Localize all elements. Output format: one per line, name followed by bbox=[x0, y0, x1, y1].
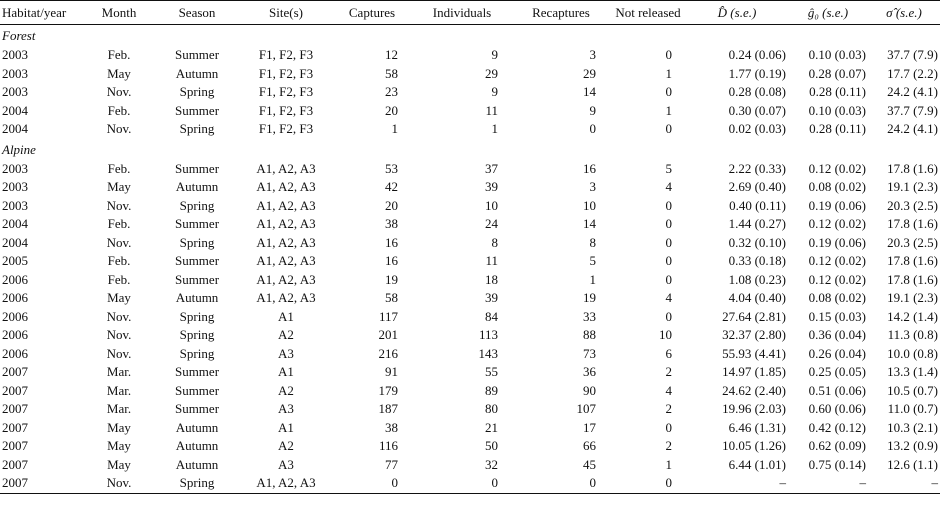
cell-density: 14.97 (1.85) bbox=[722, 364, 786, 380]
table-row bbox=[0, 289, 940, 308]
cell-season: Autumn bbox=[175, 179, 219, 195]
cell-sigma: 13.2 (0.9) bbox=[887, 438, 938, 454]
cell-individuals: 21 bbox=[485, 419, 498, 435]
cell-recaptures: 0 bbox=[512, 474, 610, 493]
cell-sites: A1, A2, A3 bbox=[256, 216, 316, 232]
cell-year: 2006 bbox=[2, 345, 28, 361]
cell-captures: 58 bbox=[385, 65, 398, 81]
table-body bbox=[0, 25, 940, 494]
cell-season: Spring bbox=[179, 121, 215, 137]
cell-sigma: 11.0 (0.7) bbox=[887, 401, 938, 417]
cell-density: 27.64 (2.81) bbox=[722, 308, 786, 324]
cell-individuals: 29 bbox=[485, 65, 498, 81]
cell-not-released: 2 bbox=[665, 401, 672, 417]
cell-month: May bbox=[107, 419, 131, 435]
cell-season: Spring bbox=[154, 474, 240, 493]
cell-sigma: 19.1 (2.3) bbox=[887, 290, 938, 306]
cell-sites: A1 bbox=[278, 308, 294, 324]
cell-year: 2006 bbox=[2, 308, 28, 324]
cell-month: Nov. bbox=[106, 234, 132, 250]
cell-g0: 0.08 (0.02) bbox=[808, 290, 866, 306]
cell-sigma: 19.1 (2.3) bbox=[887, 179, 938, 195]
cell-recaptures: 107 bbox=[576, 401, 596, 417]
cell-recaptures: 0 bbox=[589, 121, 596, 137]
cell-month: Nov. bbox=[106, 121, 132, 137]
cell-recaptures: 8 bbox=[589, 234, 596, 250]
cell-not-released: 0 bbox=[665, 271, 672, 287]
cell-captures: 77 bbox=[385, 456, 398, 472]
cell-g0: 0.28 (0.11) bbox=[809, 121, 866, 137]
header-season: Season bbox=[178, 4, 216, 20]
cell-sigma: 37.7 (7.9) bbox=[887, 102, 938, 118]
cell-month: Nov. bbox=[106, 345, 132, 361]
cell-month: Feb. bbox=[107, 47, 131, 63]
table-row bbox=[0, 437, 940, 456]
cell-density: 10.05 (1.26) bbox=[722, 438, 786, 454]
cell-month: Nov. bbox=[106, 84, 132, 100]
cell-individuals: 84 bbox=[485, 308, 498, 324]
header-sigma-estimate: σ̂ (s.e.) bbox=[886, 4, 922, 20]
cell-month: May bbox=[107, 456, 131, 472]
cell-individuals: 11 bbox=[485, 253, 498, 269]
cell-captures: 179 bbox=[378, 382, 398, 398]
cell-season: Spring bbox=[179, 197, 215, 213]
cell-recaptures: 19 bbox=[583, 290, 596, 306]
cell-season: Spring bbox=[179, 308, 215, 324]
cell-not-released: 1 bbox=[665, 456, 672, 472]
cell-recaptures: 36 bbox=[583, 364, 596, 380]
cell-captures: 20 bbox=[385, 197, 398, 213]
header-month: Month bbox=[101, 4, 137, 20]
header-captures: Captures bbox=[348, 4, 396, 20]
header-density-estimate: D̂ (s.e.) bbox=[717, 4, 757, 20]
cell-month: Feb. bbox=[107, 253, 131, 269]
cell-year: 2004 bbox=[2, 216, 28, 232]
cell-captures: 216 bbox=[378, 345, 398, 361]
cell-captures: 116 bbox=[378, 438, 398, 454]
cell-density: 2.69 (0.40) bbox=[728, 179, 786, 195]
cell-density: 24.62 (2.40) bbox=[722, 382, 786, 398]
cell-g0: 0.75 (0.14) bbox=[808, 456, 866, 472]
cell-g0: 0.51 (0.06) bbox=[808, 382, 866, 398]
cell-season: Summer bbox=[174, 102, 220, 118]
cell-individuals: 50 bbox=[485, 438, 498, 454]
table-row bbox=[0, 160, 940, 179]
cell-not-released: 0 bbox=[610, 474, 686, 493]
cell-recaptures: 33 bbox=[583, 308, 596, 324]
cell-density: 0.32 (0.10) bbox=[728, 234, 786, 250]
cell-month: Feb. bbox=[107, 160, 131, 176]
cell-sigma: 11.3 (0.8) bbox=[887, 327, 938, 343]
cell-not-released: 0 bbox=[665, 84, 672, 100]
header-sites: Site(s) bbox=[269, 4, 303, 20]
cell-sigma: 37.7 (7.9) bbox=[887, 47, 938, 63]
cell-captures: 0 bbox=[332, 474, 412, 493]
cell-year: 2007 bbox=[0, 474, 84, 493]
cell-individuals: 32 bbox=[485, 456, 498, 472]
cell-month: Feb. bbox=[107, 102, 131, 118]
cell-recaptures: 73 bbox=[583, 345, 596, 361]
cell-month: Feb. bbox=[107, 271, 131, 287]
section-header-row bbox=[0, 25, 940, 47]
cell-individuals: 0 bbox=[412, 474, 512, 493]
cell-month: May bbox=[107, 65, 131, 81]
cell-sites: A3 bbox=[278, 401, 294, 417]
cell-year: 2003 bbox=[2, 197, 28, 213]
cell-g0: 0.26 (0.04) bbox=[808, 345, 866, 361]
cell-sigma: 17.8 (1.6) bbox=[887, 160, 938, 176]
cell-year: 2007 bbox=[2, 438, 28, 454]
cell-recaptures: 14 bbox=[583, 216, 596, 232]
cell-sigma: 17.8 (1.6) bbox=[887, 253, 938, 269]
cell-individuals: 39 bbox=[485, 290, 498, 306]
table-row bbox=[0, 400, 940, 419]
cell-g0: 0.42 (0.12) bbox=[808, 419, 866, 435]
cell-captures: 23 bbox=[385, 84, 398, 100]
cell-season: Spring bbox=[179, 345, 215, 361]
cell-year: 2004 bbox=[2, 102, 28, 118]
cell-month: Nov. bbox=[106, 308, 132, 324]
table-row bbox=[0, 308, 940, 327]
cell-not-released: 1 bbox=[665, 65, 672, 81]
table-row bbox=[0, 363, 940, 382]
cell-sigma: 13.3 (1.4) bbox=[887, 364, 938, 380]
cell-not-released: 4 bbox=[665, 179, 672, 195]
cell-captures: 58 bbox=[385, 290, 398, 306]
cell-sigma: 17.7 (2.2) bbox=[887, 65, 938, 81]
cell-individuals: 9 bbox=[491, 84, 498, 100]
cell-density: 1.77 (0.19) bbox=[728, 65, 786, 81]
cell-not-released: 5 bbox=[665, 160, 672, 176]
cell-season: Summer bbox=[174, 160, 220, 176]
cell-month: Nov. bbox=[106, 327, 132, 343]
cell-year: 2003 bbox=[2, 160, 28, 176]
cell-sigma: 10.0 (0.8) bbox=[887, 345, 938, 361]
cell-g0: 0.08 (0.02) bbox=[808, 179, 866, 195]
table-header bbox=[0, 1, 940, 25]
cell-g0: – bbox=[788, 474, 868, 493]
cell-density: 6.44 (1.01) bbox=[728, 456, 786, 472]
cell-year: 2004 bbox=[2, 121, 28, 137]
cell-year: 2003 bbox=[2, 179, 28, 195]
header-individuals: Individuals bbox=[432, 4, 492, 20]
cell-month: Feb. bbox=[107, 216, 131, 232]
table-row bbox=[0, 345, 940, 364]
table-row bbox=[0, 474, 940, 493]
cell-year: 2007 bbox=[2, 382, 28, 398]
cell-sites: F1, F2, F3 bbox=[258, 121, 314, 137]
table-row bbox=[0, 46, 940, 65]
table-row bbox=[0, 271, 940, 290]
cell-sites: A2 bbox=[278, 382, 294, 398]
cell-recaptures: 88 bbox=[583, 327, 596, 343]
cell-season: Autumn bbox=[175, 290, 219, 306]
table-row bbox=[0, 178, 940, 197]
cell-captures: 1 bbox=[391, 121, 398, 137]
cell-g0: 0.12 (0.02) bbox=[808, 253, 866, 269]
cell-month: May bbox=[107, 438, 131, 454]
table-row bbox=[0, 197, 940, 216]
cell-recaptures: 45 bbox=[583, 456, 596, 472]
table-row bbox=[0, 120, 940, 139]
cell-sites: A3 bbox=[278, 345, 294, 361]
cell-year: 2006 bbox=[2, 271, 28, 287]
cell-season: Summer bbox=[174, 47, 220, 63]
cell-season: Spring bbox=[179, 84, 215, 100]
cell-not-released: 10 bbox=[659, 327, 672, 343]
cell-individuals: 55 bbox=[485, 364, 498, 380]
table-row bbox=[0, 234, 940, 253]
cell-individuals: 18 bbox=[485, 271, 498, 287]
cell-sites: A1, A2, A3 bbox=[256, 197, 316, 213]
cell-density: 2.22 (0.33) bbox=[728, 160, 786, 176]
cell-density: 1.08 (0.23) bbox=[728, 271, 786, 287]
cell-g0: 0.28 (0.07) bbox=[808, 65, 866, 81]
cell-sites: A1, A2, A3 bbox=[240, 474, 332, 493]
cell-month: Nov. bbox=[84, 474, 154, 493]
cell-sites: F1, F2, F3 bbox=[258, 102, 314, 118]
cell-sites: A2 bbox=[278, 438, 294, 454]
cell-individuals: 8 bbox=[491, 234, 498, 250]
cell-year: 2003 bbox=[2, 47, 28, 63]
cell-recaptures: 5 bbox=[589, 253, 596, 269]
cell-individuals: 80 bbox=[485, 401, 498, 417]
cell-season: Summer bbox=[174, 364, 220, 380]
cell-sigma: 10.3 (2.1) bbox=[887, 419, 938, 435]
cell-not-released: 0 bbox=[665, 47, 672, 63]
cell-sites: A1, A2, A3 bbox=[256, 179, 316, 195]
cell-season: Autumn bbox=[175, 419, 219, 435]
cell-sigma: 12.6 (1.1) bbox=[887, 456, 938, 472]
cell-year: 2003 bbox=[2, 65, 28, 81]
cell-captures: 16 bbox=[385, 253, 398, 269]
cell-not-released: 1 bbox=[665, 102, 672, 118]
cell-season: Summer bbox=[174, 253, 220, 269]
cell-sites: A1 bbox=[278, 419, 294, 435]
cell-not-released: 0 bbox=[665, 197, 672, 213]
cell-sites: F1, F2, F3 bbox=[258, 84, 314, 100]
cell-month: Nov. bbox=[106, 197, 132, 213]
cell-captures: 91 bbox=[385, 364, 398, 380]
cell-sigma: – bbox=[868, 474, 940, 493]
table-row bbox=[0, 252, 940, 271]
cell-season: Autumn bbox=[175, 65, 219, 81]
cell-individuals: 143 bbox=[478, 345, 498, 361]
cell-g0: 0.36 (0.04) bbox=[808, 327, 866, 343]
cell-density: 0.40 (0.11) bbox=[729, 197, 786, 213]
cell-year: 2005 bbox=[2, 253, 28, 269]
cell-recaptures: 14 bbox=[583, 84, 596, 100]
cell-sites: A3 bbox=[278, 456, 294, 472]
cell-captures: 12 bbox=[385, 47, 398, 63]
table-row bbox=[0, 326, 940, 345]
cell-season: Summer bbox=[174, 401, 220, 417]
cell-sigma: 17.8 (1.6) bbox=[887, 271, 938, 287]
cell-year: 2006 bbox=[2, 290, 28, 306]
cell-g0: 0.19 (0.06) bbox=[808, 234, 866, 250]
cell-individuals: 24 bbox=[485, 216, 498, 232]
cell-captures: 20 bbox=[385, 102, 398, 118]
cell-season: Spring bbox=[179, 234, 215, 250]
table-row bbox=[0, 456, 940, 475]
cell-captures: 16 bbox=[385, 234, 398, 250]
cell-month: Mar. bbox=[106, 364, 132, 380]
cell-not-released: 4 bbox=[665, 290, 672, 306]
cell-season: Autumn bbox=[175, 456, 219, 472]
cell-not-released: 0 bbox=[665, 308, 672, 324]
header-g0-estimate: ĝ₀ (s.e.) bbox=[807, 4, 849, 20]
cell-captures: 187 bbox=[378, 401, 398, 417]
cell-individuals: 37 bbox=[485, 160, 498, 176]
cell-g0: 0.12 (0.02) bbox=[808, 160, 866, 176]
cell-not-released: 0 bbox=[665, 253, 672, 269]
cell-density: 1.44 (0.27) bbox=[728, 216, 786, 232]
cell-sites: A1 bbox=[278, 364, 294, 380]
cell-recaptures: 3 bbox=[589, 47, 596, 63]
cell-individuals: 10 bbox=[485, 197, 498, 213]
cell-month: Mar. bbox=[106, 382, 132, 398]
section-header-row bbox=[0, 139, 940, 160]
cell-individuals: 1 bbox=[491, 121, 498, 137]
cell-recaptures: 29 bbox=[583, 65, 596, 81]
cell-density: 0.33 (0.18) bbox=[728, 253, 786, 269]
cell-not-released: 0 bbox=[665, 234, 672, 250]
cell-density: – bbox=[686, 474, 788, 493]
cell-captures: 201 bbox=[378, 327, 398, 343]
cell-g0: 0.19 (0.06) bbox=[808, 197, 866, 213]
cell-sigma: 20.3 (2.5) bbox=[887, 234, 938, 250]
cell-captures: 117 bbox=[378, 308, 398, 324]
table-row bbox=[0, 419, 940, 438]
cell-sigma: 24.2 (4.1) bbox=[887, 84, 938, 100]
cell-month: Mar. bbox=[106, 401, 132, 417]
cell-season: Summer bbox=[174, 382, 220, 398]
cell-year: 2007 bbox=[2, 419, 28, 435]
cell-captures: 42 bbox=[385, 179, 398, 195]
cell-month: May bbox=[107, 290, 131, 306]
cell-season: Summer bbox=[174, 271, 220, 287]
cell-not-released: 0 bbox=[665, 419, 672, 435]
cell-year: 2007 bbox=[2, 364, 28, 380]
cell-recaptures: 17 bbox=[583, 419, 596, 435]
cell-density: 0.28 (0.08) bbox=[728, 84, 786, 100]
cell-sigma: 10.5 (0.7) bbox=[887, 382, 938, 398]
cell-captures: 38 bbox=[385, 419, 398, 435]
cell-sigma: 14.2 (1.4) bbox=[887, 308, 938, 324]
header-habitat-year: Habitat/year bbox=[2, 4, 67, 20]
cell-recaptures: 16 bbox=[583, 160, 596, 176]
cell-individuals: 113 bbox=[478, 327, 498, 343]
cell-individuals: 11 bbox=[485, 102, 498, 118]
cell-not-released: 2 bbox=[665, 438, 672, 454]
cell-year: 2004 bbox=[2, 234, 28, 250]
cell-g0: 0.28 (0.11) bbox=[809, 84, 866, 100]
cell-not-released: 4 bbox=[665, 382, 672, 398]
cell-sites: F1, F2, F3 bbox=[258, 47, 314, 63]
cell-not-released: 6 bbox=[665, 345, 672, 361]
cell-sites: A1, A2, A3 bbox=[256, 253, 316, 269]
section-label: Alpine bbox=[2, 141, 36, 157]
table-row bbox=[0, 215, 940, 234]
cell-season: Autumn bbox=[175, 438, 219, 454]
cell-density: 55.93 (4.41) bbox=[722, 345, 786, 361]
cell-individuals: 89 bbox=[485, 382, 498, 398]
cell-g0: 0.15 (0.03) bbox=[808, 308, 866, 324]
cell-recaptures: 90 bbox=[583, 382, 596, 398]
cell-individuals: 39 bbox=[485, 179, 498, 195]
table-row bbox=[0, 382, 940, 401]
header-not-released: Not released bbox=[615, 4, 681, 20]
cell-recaptures: 66 bbox=[583, 438, 596, 454]
cell-individuals: 9 bbox=[491, 47, 498, 63]
cell-g0: 0.12 (0.02) bbox=[808, 216, 866, 232]
cell-g0: 0.62 (0.09) bbox=[808, 438, 866, 454]
cell-captures: 53 bbox=[385, 160, 398, 176]
cell-density: 4.04 (0.40) bbox=[728, 290, 786, 306]
cell-recaptures: 1 bbox=[589, 271, 596, 287]
cell-density: 19.96 (2.03) bbox=[722, 401, 786, 417]
table-row bbox=[0, 102, 940, 121]
cell-recaptures: 3 bbox=[589, 179, 596, 195]
cell-year: 2007 bbox=[2, 456, 28, 472]
cell-sites: A1, A2, A3 bbox=[256, 234, 316, 250]
cell-g0: 0.10 (0.03) bbox=[808, 102, 866, 118]
cell-g0: 0.25 (0.05) bbox=[808, 364, 866, 380]
cell-sites: A1, A2, A3 bbox=[256, 271, 316, 287]
cell-g0: 0.10 (0.03) bbox=[808, 47, 866, 63]
cell-sigma: 24.2 (4.1) bbox=[887, 121, 938, 137]
cell-not-released: 0 bbox=[665, 216, 672, 232]
cell-sigma: 20.3 (2.5) bbox=[887, 197, 938, 213]
cell-sites: A1, A2, A3 bbox=[256, 290, 316, 306]
header-recaptures: Recaptures bbox=[532, 4, 590, 20]
cell-g0: 0.12 (0.02) bbox=[808, 271, 866, 287]
cell-sites: A1, A2, A3 bbox=[256, 160, 316, 176]
cell-density: 6.46 (1.31) bbox=[728, 419, 786, 435]
cell-month: May bbox=[107, 179, 131, 195]
cell-density: 0.02 (0.03) bbox=[728, 121, 786, 137]
cell-density: 0.30 (0.07) bbox=[728, 102, 786, 118]
cell-density: 0.24 (0.06) bbox=[728, 47, 786, 63]
cell-year: 2003 bbox=[2, 84, 28, 100]
cell-recaptures: 9 bbox=[589, 102, 596, 118]
cell-not-released: 0 bbox=[665, 121, 672, 137]
cell-g0: 0.60 (0.06) bbox=[808, 401, 866, 417]
cell-sites: F1, F2, F3 bbox=[258, 65, 314, 81]
table-row bbox=[0, 83, 940, 102]
cell-sigma: 17.8 (1.6) bbox=[887, 216, 938, 232]
section-label: Forest bbox=[2, 28, 36, 43]
cell-season: Spring bbox=[179, 327, 215, 343]
cell-not-released: 2 bbox=[665, 364, 672, 380]
table-row bbox=[0, 65, 940, 84]
cell-captures: 38 bbox=[385, 216, 398, 232]
cell-recaptures: 10 bbox=[583, 197, 596, 213]
cell-sites: A2 bbox=[278, 327, 294, 343]
cell-density: 32.37 (2.80) bbox=[722, 327, 786, 343]
cell-captures: 19 bbox=[385, 271, 398, 287]
cell-year: 2007 bbox=[2, 401, 28, 417]
cell-season: Summer bbox=[174, 216, 220, 232]
cell-year: 2006 bbox=[2, 327, 28, 343]
